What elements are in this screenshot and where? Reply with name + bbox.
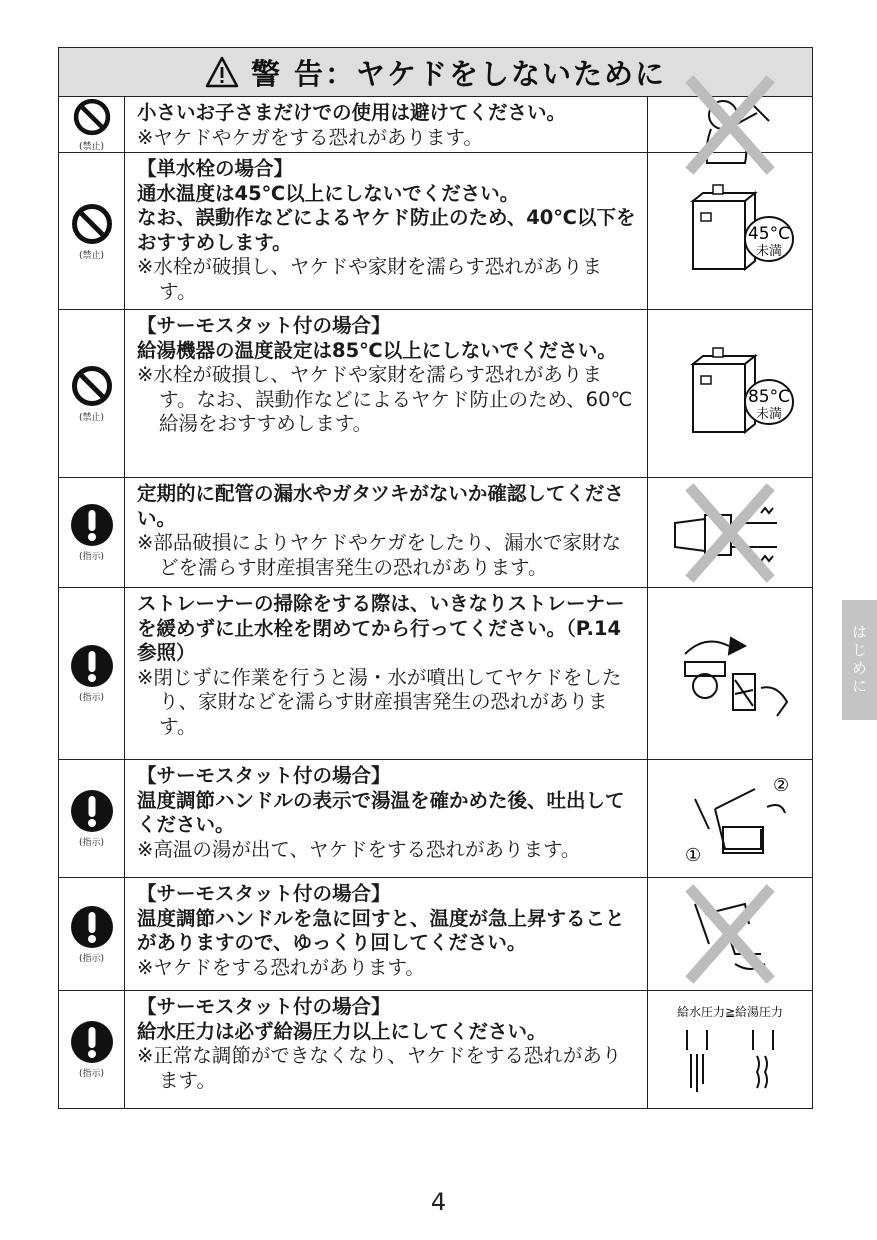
prohibit-icon — [70, 97, 114, 137]
note-text: ※正常な調節ができなくなり、ヤケドをする恐れがあります。 — [137, 1044, 622, 1092]
instruction-text: 【サーモスタット付の場合】 — [137, 882, 391, 905]
note-text: ※閉じずに作業を行うと湯・水が噴出してヤケドをしたり、家財などを濡らす財産損害発生の恐れがあります。 — [137, 665, 622, 738]
instruct-icon — [70, 1020, 114, 1064]
instruction-text: 【サーモスタット付の場合】 — [137, 764, 391, 787]
warning-row — [59, 878, 812, 991]
section-tab[interactable]: はじめに — [842, 600, 877, 720]
warning-title: 警 告：ヤケドをしないために — [250, 56, 667, 91]
instruction-text: 給水圧力は必ず給湯圧力以上にしてください。 — [137, 1019, 547, 1043]
note-text: ※ヤケドをする恐れがあります。 — [137, 955, 425, 979]
instruction-text: ストレーナーの掃除をする際は、いきなりストレーナーを緩めずに止水栓を閉めてから行ってください。（P.14参照） — [137, 592, 625, 664]
instruction-text: 【単水栓の場合】 — [137, 157, 294, 180]
row-icon-cell — [59, 878, 125, 990]
warning-row — [59, 310, 812, 478]
instruction-text: 給湯機器の温度設定は85℃以上にしないでください。 — [137, 338, 617, 362]
step-2-label: ② — [773, 774, 790, 796]
pic-sub: 未満 — [755, 244, 783, 259]
instruction-text: 通水温度は45℃以上にしないでください。 — [137, 181, 520, 205]
note-text: ※水栓が破損し、ヤケドや家財を濡らす恐れがあります。なお、誤動作などによるヤケド防止のため、60℃給湯をおすすめします。 — [137, 363, 633, 435]
heater-illustration — [665, 344, 795, 444]
row-text — [125, 478, 648, 587]
row-icon-cell — [59, 588, 125, 759]
note-text: ※水栓が破損し、ヤケドや家財を濡らす恐れがあります。 — [137, 255, 602, 303]
note-text: ※ヤケドやケガをする恐れがあります。 — [137, 125, 483, 149]
warning-row — [59, 588, 812, 760]
row-icon-cell — [59, 310, 125, 477]
row-text — [125, 153, 648, 309]
instruction-text: 温度調節ハンドルの表示で湯温を確かめた後、吐出してください。 — [137, 788, 625, 836]
row-icon-cell — [59, 991, 125, 1108]
warning-rows — [59, 97, 812, 1108]
instruction-text: 定期的に配管の漏水やガタツキがないか確認してください。 — [137, 482, 624, 530]
row-text — [125, 97, 648, 152]
row-text — [125, 588, 648, 759]
page-number: 4 — [430, 1188, 447, 1216]
illustration-cell — [648, 153, 812, 309]
row-text — [125, 310, 648, 477]
note-text: ※部品破損によりヤケドやケガをしたり、漏水で家財などを濡らす財産損害発生の恐れがあります。 — [137, 531, 621, 579]
row-text — [125, 760, 648, 877]
illustration-cell — [648, 588, 812, 759]
strainer-illustration — [665, 624, 795, 724]
heater-illustration — [665, 181, 795, 281]
icon-caption: (禁止) — [78, 250, 105, 261]
illustration-cell — [648, 478, 812, 587]
row-icon-cell — [59, 153, 125, 309]
prohibit-icon — [70, 364, 114, 408]
warning-triangle-icon — [205, 56, 239, 88]
pic-temp: 85°C — [747, 386, 791, 407]
icon-caption: (指示) — [78, 552, 105, 562]
illustration-cell — [648, 991, 812, 1108]
icon-caption: (禁止) — [78, 142, 105, 152]
pressure-illustration — [665, 1000, 795, 1100]
row-text — [125, 991, 648, 1108]
step-1-label: ① — [685, 844, 702, 866]
warning-row — [59, 153, 812, 310]
pic-temp: 45°C — [747, 224, 791, 244]
note-text: ※高温の湯が出て、ヤケドをする恐れがあります。 — [137, 837, 581, 861]
pipe-crossed-illustration — [665, 483, 795, 583]
icon-caption: (禁止) — [78, 413, 105, 423]
row-text — [125, 878, 648, 990]
warning-row — [59, 478, 812, 588]
faucet-crossed-illustration — [665, 884, 795, 984]
instruct-icon — [70, 503, 114, 547]
instruct-icon — [70, 905, 114, 949]
row-icon-cell — [59, 478, 125, 587]
row-icon-cell — [59, 760, 125, 877]
instruction-text: 小さいお子さまだけでの使用は避けてください。 — [137, 101, 567, 124]
icon-caption: (指示) — [78, 838, 105, 848]
illustration-cell — [648, 878, 812, 990]
warning-row — [59, 97, 812, 153]
row-icon-cell — [59, 97, 125, 152]
instruction-text: 【サーモスタット付の場合】 — [137, 995, 391, 1018]
illustration-cell — [648, 97, 812, 152]
instruction-text: なお、誤動作などによるヤケド防止のため、40℃以下をおすすめします。 — [137, 206, 636, 254]
illustration-cell — [648, 310, 812, 477]
faucet-steps-illustration — [665, 769, 795, 869]
instruction-text: 温度調節ハンドルを急に回すと、温度が急上昇することがありますので、ゆっくり回してください。 — [137, 906, 625, 954]
instruct-icon — [70, 789, 114, 833]
pic-sub: 未満 — [755, 406, 783, 422]
warning-table — [58, 47, 813, 1109]
warning-row — [59, 760, 812, 878]
illustration-cell — [648, 760, 812, 877]
pressure-caption: 給水圧力≧給湯圧力 — [676, 1004, 784, 1019]
instruction-text: 【サーモスタット付の場合】 — [137, 314, 391, 337]
prohibit-icon — [70, 202, 114, 246]
instruct-icon — [70, 644, 114, 688]
icon-caption: (指示) — [78, 1069, 105, 1079]
warning-row — [59, 991, 812, 1108]
icon-caption: (指示) — [78, 953, 105, 964]
icon-caption: (指示) — [78, 693, 105, 703]
